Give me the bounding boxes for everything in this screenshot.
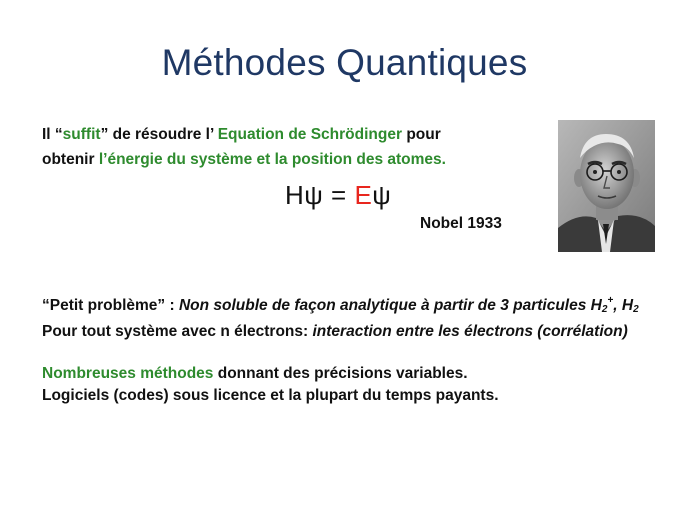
schrodinger-equation	[285, 180, 391, 211]
bullet-text: Logiciels (codes) sous licence et la plupart du temps payants.	[42, 387, 499, 404]
bullet-logiciels	[42, 387, 642, 405]
bullet-list	[42, 292, 642, 409]
bullet-italic-text: Non soluble de façon analytique à partir de 3 particules H	[178, 297, 602, 314]
superscript: +	[607, 295, 614, 306]
bullet-italic-text: interaction entre les électrons (corrélation)	[312, 323, 628, 340]
bullet-italic-text: , H	[613, 297, 634, 314]
intro-text: obtenir	[42, 151, 99, 168]
energy-position-phrase: l’énergie du système et la position des atomes.	[98, 151, 446, 168]
equation-energy: E	[354, 180, 373, 210]
subscript: 2	[601, 304, 608, 315]
nobel-caption: Nobel 1933	[420, 215, 502, 232]
bullet-petit-probleme	[42, 292, 642, 319]
bullet-methodes	[42, 365, 642, 383]
suffit-word: suffit	[62, 126, 101, 143]
equation-psi: ψ	[372, 180, 392, 210]
bullet-text: “Petit problème” :	[42, 297, 179, 314]
intro-text: Il “	[42, 126, 63, 143]
bullet-green-text: Nombreuses méthodes	[42, 365, 214, 382]
intro-text: pour	[402, 126, 441, 143]
schrodinger-equation-term: Equation de Schrödinger	[217, 126, 403, 143]
subscript: 2	[633, 304, 639, 315]
bullet-correlation	[42, 323, 642, 341]
intro-text: ” de résoudre l’	[100, 126, 218, 143]
equation-lhs: Hψ	[285, 180, 324, 210]
equation-equals: =	[323, 180, 355, 210]
slide-title: Méthodes Quantiques	[161, 42, 528, 83]
bullet-text: Pour tout système avec n électrons:	[42, 323, 313, 340]
bullet-text: donnant des précisions variables.	[213, 365, 468, 382]
portrait-photo-icon	[558, 120, 655, 252]
intro-paragraph	[42, 122, 542, 172]
